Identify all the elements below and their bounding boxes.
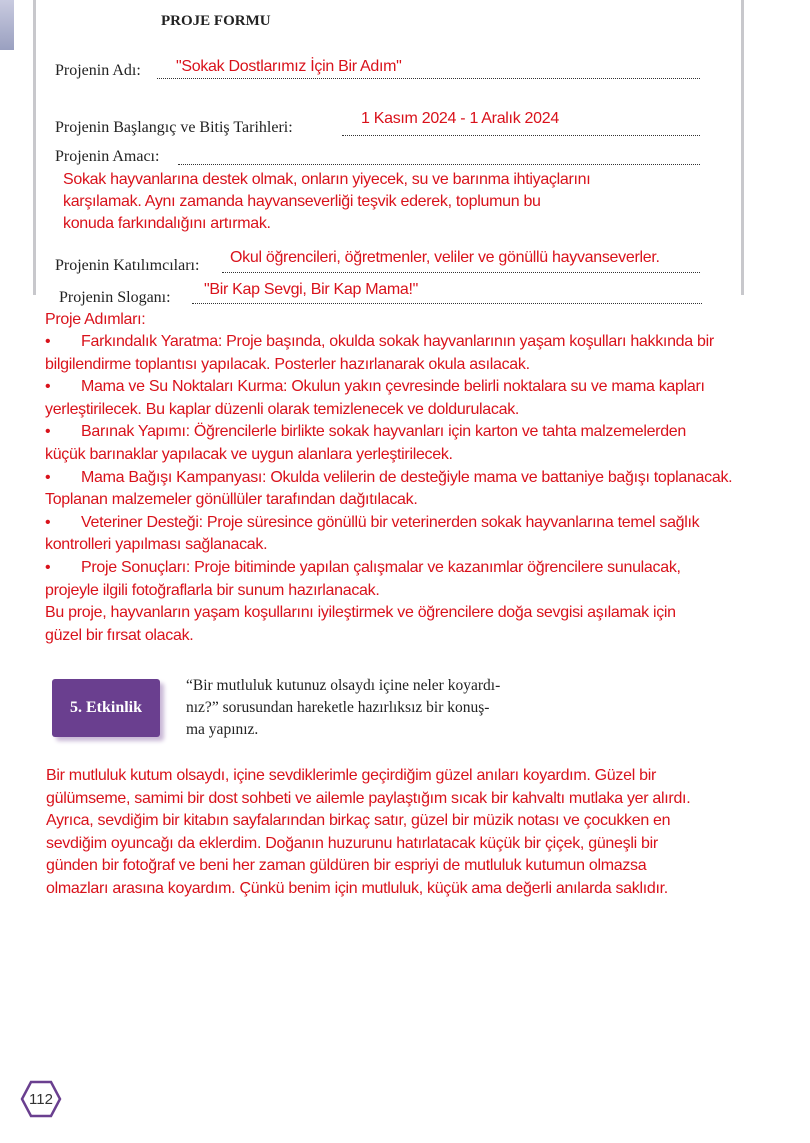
bullet-icon: • bbox=[45, 378, 51, 396]
step-line bbox=[45, 491, 417, 509]
step-line bbox=[45, 604, 676, 622]
steps-heading: Proje Adımları: bbox=[45, 311, 146, 328]
step-line bbox=[45, 536, 267, 554]
page-edge-decoration bbox=[0, 0, 14, 50]
answer-line: Ayrıca, sevdiğim bir kitabın sayfalarından birkaç satır, güzel bir müzik notası ve çocukken en bbox=[46, 812, 671, 830]
aim-dotline bbox=[178, 164, 700, 165]
dates-dotline bbox=[342, 135, 700, 136]
step-text: Toplanan malzemeler gönüllüler tarafından dağıtılacak. bbox=[45, 491, 418, 509]
step-line bbox=[45, 401, 519, 419]
activity-badge: 5. Etkinlik bbox=[52, 679, 160, 737]
activity-question-line: ma yapınız. bbox=[186, 721, 259, 738]
step-text: güzel bir fırsat olacak. bbox=[45, 626, 194, 644]
step-line bbox=[45, 356, 530, 374]
aim-line: karşılamak. Aynı zamanda hayvanseverliği teşvik ederek, toplumun bu bbox=[63, 193, 541, 210]
page-number-badge bbox=[20, 1080, 62, 1118]
step-text: Mama Bağışı Kampanyası: Okulda velilerin de desteğiyle mama ve battaniye bağışı toplanacak. bbox=[81, 468, 733, 486]
participants-label: Projenin Katılımcıları: bbox=[55, 257, 200, 274]
step-text: Veteriner Desteği: Proje süresince gönüllü bir veterinerden sokak hayvanlarına temel sağlık bbox=[81, 513, 700, 531]
step-line bbox=[45, 378, 705, 396]
step-line bbox=[45, 469, 732, 487]
bullet-icon: • bbox=[45, 468, 51, 486]
step-text: Proje Sonuçları: Proje bitiminde yapılan çalışmalar ve kazanımlar öğrencilere sunulacak, bbox=[81, 559, 681, 576]
step-line bbox=[45, 627, 193, 645]
activity-question-line: “Bir mutluluk kutunuz olsaydı içine neler koyardı- bbox=[186, 677, 501, 694]
step-line bbox=[45, 559, 681, 577]
activity-question-line: nız?” sorusundan hareketle hazırlıksız bir konuş- bbox=[186, 699, 490, 716]
dates-label: Projenin Başlangıç ve Bitiş Tarihleri: bbox=[55, 119, 293, 136]
form-title: PROJE FORMU bbox=[161, 13, 271, 29]
step-line bbox=[45, 423, 686, 441]
step-text: Farkındalık Yaratma: Proje başında, okulda sokak hayvanlarının yaşam koşulları hakkında bir bbox=[81, 333, 714, 350]
answer-line: Bir mutluluk kutum olsaydı, içine sevdiklerimle geçirdiğim güzel anıları koyardım. Güzel bir bbox=[46, 767, 656, 784]
answer-line: günden bir fotoğraf ve beni her zaman güldüren bir espriyi de mutluluk kutumun olmazsa bbox=[46, 857, 647, 875]
name-label: Projenin Adı: bbox=[55, 62, 141, 79]
slogan-value: "Bir Kap Sevgi, Bir Kap Mama!" bbox=[204, 281, 419, 298]
step-line bbox=[45, 446, 453, 464]
step-text: projeyle ilgili fotoğraflarla bir sunum hazırlanacak. bbox=[45, 581, 380, 599]
bullet-icon: • bbox=[45, 333, 51, 350]
slogan-dotline bbox=[192, 303, 702, 304]
step-text: Barınak Yapımı: Öğrencilerle birlikte sokak hayvanları için karton ve tahta malzemelerden bbox=[81, 423, 687, 441]
aim-line: konuda farkındalığını artırmak. bbox=[63, 215, 271, 232]
aim-label: Projenin Amacı: bbox=[55, 148, 160, 165]
answer-line: olmazları arasına koyardım. Çünkü benim için mutluluk, küçük ama değerli anılarda saklıdır. bbox=[46, 880, 668, 897]
step-line bbox=[45, 514, 699, 532]
bullet-icon: • bbox=[45, 423, 51, 441]
name-dotline bbox=[157, 78, 700, 79]
bullet-icon: • bbox=[45, 513, 51, 531]
page-number: 112 bbox=[29, 1090, 53, 1108]
dates-value: 1 Kasım 2024 - 1 Aralık 2024 bbox=[361, 110, 559, 127]
answer-line: gülümseme, samimi bir dost sohbeti ve ailemle paylaştığım sıcak bir kahvaltı mutlaka yer alırdı. bbox=[46, 789, 691, 807]
name-value: "Sokak Dostlarımız İçin Bir Adım" bbox=[176, 58, 402, 75]
step-text: kontrolleri yapılması sağlanacak. bbox=[45, 536, 268, 554]
aim-line: Sokak hayvanlarına destek olmak, onların yiyecek, su ve barınma ihtiyaçlarını bbox=[63, 171, 591, 188]
step-text: küçük barınaklar yapılacak ve uygun alanlara yerleştirilecek. bbox=[45, 446, 453, 463]
step-text: bilgilendirme toplantısı yapılacak. Posterler hazırlanarak okula asılacak. bbox=[45, 355, 530, 373]
bullet-icon: • bbox=[45, 559, 51, 576]
participants-value: Okul öğrencileri, öğretmenler, veliler ve gönüllü hayvanseverler. bbox=[230, 249, 660, 266]
step-text: yerleştirilecek. Bu kaplar düzenli olarak temizlenecek ve doldurulacak. bbox=[45, 400, 520, 418]
step-line bbox=[45, 582, 380, 600]
answer-line: sevdiğim oyuncağı da eklerdim. Doğanın huzurunu hatırlatacak küçük bir çiçek, güneşli bir bbox=[46, 834, 658, 852]
slogan-label: Projenin Sloganı: bbox=[59, 289, 171, 306]
step-text: Mama ve Su Noktaları Kurma: Okulun yakın çevresinde belirli noktalara su ve mama kapları bbox=[81, 378, 705, 396]
step-line bbox=[45, 333, 714, 351]
participants-dotline bbox=[222, 272, 700, 273]
step-text: Bu proje, hayvanların yaşam koşullarını iyileştirmek ve öğrencilere doğa sevgisi aşılamak için bbox=[45, 604, 676, 622]
